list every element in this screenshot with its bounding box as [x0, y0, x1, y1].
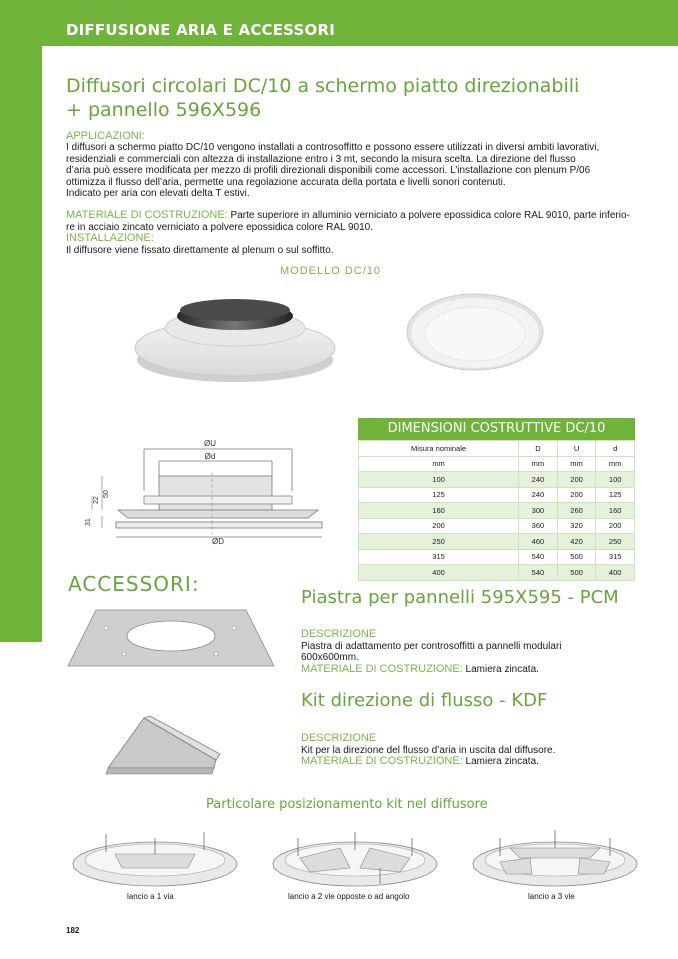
materiale-text-2: re in acciaio zincato verniciato a polvere epossidica colore RAL 9010.: [66, 221, 374, 233]
table-header-cell: Misura nominale: [359, 441, 519, 457]
diffuser-photo-front: [405, 292, 545, 372]
table-cell: 360: [519, 518, 558, 534]
kit-diagram-2-way: [270, 828, 440, 890]
dim-label-22: 22: [93, 496, 100, 504]
pcm-mat-label: MATERIALE DI COSTRUZIONE:: [301, 662, 463, 675]
kdf-mat-label: MATERIALE DI COSTRUZIONE:: [301, 755, 463, 767]
dim-label-50: 50: [103, 490, 110, 498]
table-cell: mm: [557, 456, 596, 472]
table-row: [359, 534, 635, 550]
table-cell: 125: [359, 487, 519, 503]
table-cell: 125: [596, 487, 635, 503]
materiale-block: [66, 210, 640, 256]
table-cell: 500: [557, 549, 596, 565]
page-number: 182: [66, 926, 80, 935]
kdf-desc-label: DESCRIZIONE: [301, 732, 377, 744]
kdf-mat-value: Lamiera zincata.: [462, 756, 539, 767]
table-cell: 300: [519, 503, 558, 519]
table-cell: 200: [557, 487, 596, 503]
table-row: [359, 503, 635, 519]
kdf-title: Kit direzione di flusso - KDF: [301, 690, 548, 711]
pcm-block: [301, 629, 631, 675]
table-cell: 400: [596, 565, 635, 581]
table-cell: 460: [519, 534, 558, 550]
table-header-cell: U: [557, 441, 596, 457]
table-cell: 540: [519, 565, 558, 581]
table-cell: 250: [359, 534, 519, 550]
table-header-row: [359, 441, 635, 457]
table-cell: 100: [596, 472, 635, 488]
dim-label-u: ØU: [204, 439, 216, 448]
table-cell: 250: [596, 534, 635, 550]
dim-label-31: 31: [85, 518, 92, 526]
applicazioni-line: ottimizza il flusso dell’aria, permette una regolazione accurata della portata e livelli sonori contenuti.: [66, 176, 506, 188]
applicazioni-line: I diffusori a schermo piatto DC/10 vengono installati a controsoffitto e possono essere utilizzati in diversi ambiti lavorativi,: [66, 142, 600, 153]
table-cell: 240: [519, 487, 558, 503]
table-cell: 260: [557, 503, 596, 519]
diffuser-photo-side: [130, 286, 340, 386]
kit-diagram-1-way: [70, 828, 240, 890]
table-row: [359, 487, 635, 503]
table-cell: 320: [557, 518, 596, 534]
table-cell: mm: [359, 456, 519, 472]
section-header: DIFFUSIONE ARIA E ACCESSORI: [66, 21, 335, 39]
table-header-cell: d: [596, 441, 635, 457]
table-cell: 160: [359, 503, 519, 519]
kit-diagram-3-way: [470, 828, 640, 890]
dim-label-d-big: ØD: [212, 537, 224, 546]
table-cell: 540: [519, 549, 558, 565]
title-line-2: + pannello 596X596: [66, 99, 262, 121]
table-cell: 160: [596, 503, 635, 519]
table-cell: 500: [557, 565, 596, 581]
dimensions-table: [358, 440, 635, 581]
table-cell: 400: [359, 565, 519, 581]
table-cell: 200: [557, 472, 596, 488]
kit-positioning-title: Particolare posizionamento kit nel diffusore: [206, 797, 488, 812]
applicazioni-label: APPLICAZIONI:: [66, 130, 145, 142]
applicazioni-line: d’aria può essere modificata per mezzo di profili direzionali disponibili come accessori. L’installazione con plenum P/06: [66, 165, 591, 176]
pcm-desc-line-1: Piastra di adattamento per controsoffitti a pannelli modulari: [301, 640, 562, 652]
applicazioni-text: [66, 142, 640, 200]
table-cell: 315: [359, 549, 519, 565]
title-line-1: Diffusori circolari DC/10 a schermo piatto direzionabili: [66, 75, 580, 97]
table-cell: 200: [596, 518, 635, 534]
page-title: [66, 74, 626, 122]
installazione-text: Il diffusore viene fissato direttamente al plenum o sul soffitto.: [66, 244, 334, 256]
table-cell: mm: [519, 456, 558, 472]
caption-3-way: lancio a 3 vie: [528, 892, 575, 901]
caption-1-way: lancio a 1 via: [127, 892, 174, 901]
caption-2-way: lancio a 2 vie opposte o ad angolo: [288, 892, 410, 901]
table-cell: 200: [359, 518, 519, 534]
materiale-label: MATERIALE DI COSTRUZIONE:: [66, 209, 228, 221]
table-row: [359, 565, 635, 581]
materiale-text-1: Parte superiore in alluminio verniciato a polvere epossidica colore RAL 9010, parte inferio-: [227, 210, 630, 221]
table-cell: 420: [557, 534, 596, 550]
applicazioni-line: residenziali e commerciali con altezza di installazione entro i 3 mt, secondo la misura scelta. La direzione del flusso: [66, 153, 576, 165]
table-cell: 240: [519, 472, 558, 488]
table-row: [359, 518, 635, 534]
accessori-title: ACCESSORI:: [68, 572, 200, 596]
technical-drawing: [82, 436, 332, 546]
pcm-mat-value: Lamiera zincata.: [462, 663, 539, 675]
applicazioni-line: Indicato per aria con elevati delta T estivi.: [66, 188, 250, 199]
kdf-block: [301, 733, 631, 768]
pcm-desc-line-2: 600x600mm.: [301, 652, 359, 663]
dim-label-d-small: Ød: [204, 452, 216, 461]
kdf-kit-image: [104, 714, 224, 776]
pcm-desc-label: DESCRIZIONE: [301, 628, 377, 640]
pcm-title: Piastra per pannelli 595X595 - PCM: [301, 587, 619, 608]
table-cell: mm: [596, 456, 635, 472]
table-header-cell: D: [519, 441, 558, 457]
table-units-row: [359, 456, 635, 472]
model-label: MODELLO DC/10: [280, 265, 382, 277]
side-stripe: [0, 0, 42, 642]
kdf-desc-line-1: Kit per la direzione del flusso d’aria in uscita dal diffusore.: [301, 744, 556, 756]
installazione-label: INSTALLAZIONE:: [66, 232, 154, 244]
table-cell: 100: [359, 472, 519, 488]
pcm-plate-image: [66, 608, 276, 670]
table-cell: 315: [596, 549, 635, 565]
table-row: [359, 472, 635, 488]
table-title: DIMENSIONI COSTRUTTIVE DC/10: [358, 418, 635, 440]
table-row: [359, 549, 635, 565]
applicazioni-block: [66, 130, 640, 200]
